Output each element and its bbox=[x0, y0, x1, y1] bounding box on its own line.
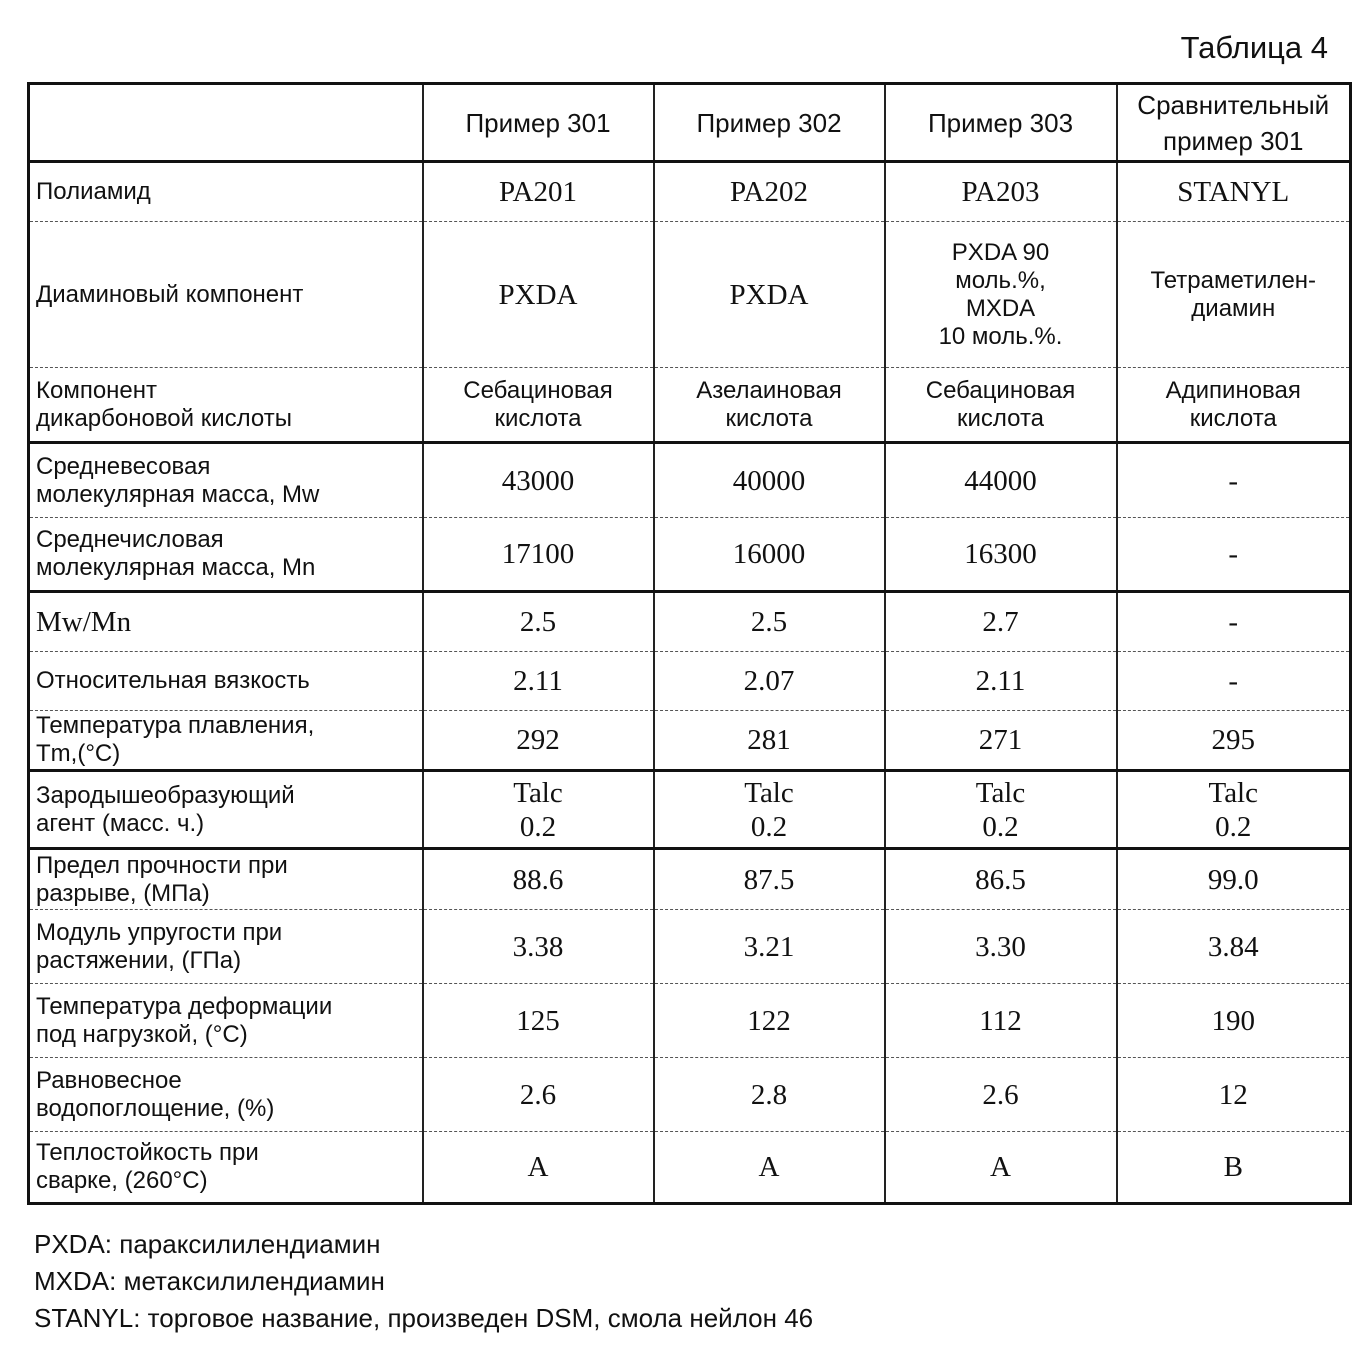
table-cell: 2.5 bbox=[654, 592, 885, 652]
header-row bbox=[29, 84, 1351, 162]
row-label: Температура деформации под нагрузкой, (°C) bbox=[29, 984, 423, 1058]
table-cell: PA202 bbox=[654, 162, 885, 222]
header-blank-cell bbox=[29, 84, 423, 162]
table-cell: 271 bbox=[885, 711, 1117, 771]
row-label: Mw/Mn bbox=[29, 592, 423, 652]
table-row bbox=[29, 1058, 1351, 1132]
table-title: Таблица 4 bbox=[1180, 30, 1328, 65]
table-row bbox=[29, 1132, 1351, 1204]
row-label: Теплостойкость при сварке, (260°C) bbox=[29, 1132, 423, 1204]
table-cell: 43000 bbox=[423, 443, 654, 518]
table-cell: Тетраметилен- диамин bbox=[1117, 222, 1351, 368]
table-cell: 122 bbox=[654, 984, 885, 1058]
table-row bbox=[29, 910, 1351, 984]
table-cell: 99.0 bbox=[1117, 849, 1351, 910]
table-cell: 86.5 bbox=[885, 849, 1117, 910]
header-col-3: Пример 303 bbox=[885, 84, 1117, 162]
table-cell: 281 bbox=[654, 711, 885, 771]
table-cell: 2.07 bbox=[654, 652, 885, 711]
row-label: Относительная вязкость bbox=[29, 652, 423, 711]
table-row bbox=[29, 984, 1351, 1058]
table-cell: - bbox=[1117, 443, 1351, 518]
table-cell: 2.6 bbox=[423, 1058, 654, 1132]
table-cell: PA201 bbox=[423, 162, 654, 222]
header-col-1: Пример 301 bbox=[423, 84, 654, 162]
table-cell: Talc 0.2 bbox=[1117, 771, 1351, 849]
table-cell: A bbox=[654, 1132, 885, 1204]
table-cell: Talc 0.2 bbox=[885, 771, 1117, 849]
row-label: Модуль упругости при растяжении, (ГПа) bbox=[29, 910, 423, 984]
table-cell: Адипиновая кислота bbox=[1117, 368, 1351, 443]
table-row bbox=[29, 443, 1351, 518]
row-label: Полиамид bbox=[29, 162, 423, 222]
table-cell: PXDA 90 моль.%, MXDA 10 моль.%. bbox=[885, 222, 1117, 368]
row-label: Диаминовый компонент bbox=[29, 222, 423, 368]
table-cell: 2.8 bbox=[654, 1058, 885, 1132]
table-cell: 292 bbox=[423, 711, 654, 771]
table-cell: 12 bbox=[1117, 1058, 1351, 1132]
table-cell: 3.38 bbox=[423, 910, 654, 984]
table-cell: - bbox=[1117, 518, 1351, 592]
table-cell: 88.6 bbox=[423, 849, 654, 910]
table-cell: 3.30 bbox=[885, 910, 1117, 984]
footnote-pxda: PXDA: параксилилендиамин bbox=[34, 1229, 381, 1259]
table-row bbox=[29, 162, 1351, 222]
table-cell: 16300 bbox=[885, 518, 1117, 592]
table-row bbox=[29, 771, 1351, 849]
table-row bbox=[29, 652, 1351, 711]
table-cell: 2.7 bbox=[885, 592, 1117, 652]
header-col-2: Пример 302 bbox=[654, 84, 885, 162]
table-row bbox=[29, 711, 1351, 771]
footnote-stanyl: STANYL: торговое название, произведен DSM, смола нейлон 46 bbox=[34, 1303, 814, 1333]
table-cell: B bbox=[1117, 1132, 1351, 1204]
table-cell: 190 bbox=[1117, 984, 1351, 1058]
table-cell: Talc 0.2 bbox=[654, 771, 885, 849]
table-cell: 2.11 bbox=[423, 652, 654, 711]
table-cell: 17100 bbox=[423, 518, 654, 592]
row-label: Температура плавления, Tm,(°C) bbox=[29, 711, 423, 771]
table-cell: PXDA bbox=[654, 222, 885, 368]
table-cell: - bbox=[1117, 652, 1351, 711]
table-row bbox=[29, 592, 1351, 652]
row-label: Компонент дикарбоновой кислоты bbox=[29, 368, 423, 443]
table-row bbox=[29, 518, 1351, 592]
table-cell: 125 bbox=[423, 984, 654, 1058]
header-col-4: Сравнительный пример 301 bbox=[1117, 84, 1351, 162]
row-label: Равновесное водопоглощение, (%) bbox=[29, 1058, 423, 1132]
table-cell: A bbox=[885, 1132, 1117, 1204]
table-cell: PA203 bbox=[885, 162, 1117, 222]
table-cell: 44000 bbox=[885, 443, 1117, 518]
row-label: Средневесовая молекулярная масса, Mw bbox=[29, 443, 423, 518]
table-cell: 3.84 bbox=[1117, 910, 1351, 984]
row-label: Зародышеобразующий агент (масс. ч.) bbox=[29, 771, 423, 849]
table-cell: Talc 0.2 bbox=[423, 771, 654, 849]
table-cell: 2.6 bbox=[885, 1058, 1117, 1132]
table-cell: 112 bbox=[885, 984, 1117, 1058]
table-cell: 2.5 bbox=[423, 592, 654, 652]
row-label: Среднечисловая молекулярная масса, Mn bbox=[29, 518, 423, 592]
table-cell: 40000 bbox=[654, 443, 885, 518]
footnotes bbox=[34, 1226, 813, 1337]
table-cell: Азелаиновая кислота bbox=[654, 368, 885, 443]
table-cell: 16000 bbox=[654, 518, 885, 592]
footnote-mxda: MXDA: метаксилилендиамин bbox=[34, 1266, 385, 1296]
row-label: Предел прочности при разрыве, (МПа) bbox=[29, 849, 423, 910]
table-cell: 87.5 bbox=[654, 849, 885, 910]
table-cell: Себациновая кислота bbox=[423, 368, 654, 443]
table-cell: - bbox=[1117, 592, 1351, 652]
table-cell: PXDA bbox=[423, 222, 654, 368]
table-row bbox=[29, 849, 1351, 910]
table-row bbox=[29, 368, 1351, 443]
table-cell: Себациновая кислота bbox=[885, 368, 1117, 443]
data-table bbox=[27, 82, 1352, 1205]
table-cell: 295 bbox=[1117, 711, 1351, 771]
table-cell: 3.21 bbox=[654, 910, 885, 984]
table-cell: STANYL bbox=[1117, 162, 1351, 222]
table-cell: 2.11 bbox=[885, 652, 1117, 711]
table-row bbox=[29, 222, 1351, 368]
table-cell: A bbox=[423, 1132, 654, 1204]
